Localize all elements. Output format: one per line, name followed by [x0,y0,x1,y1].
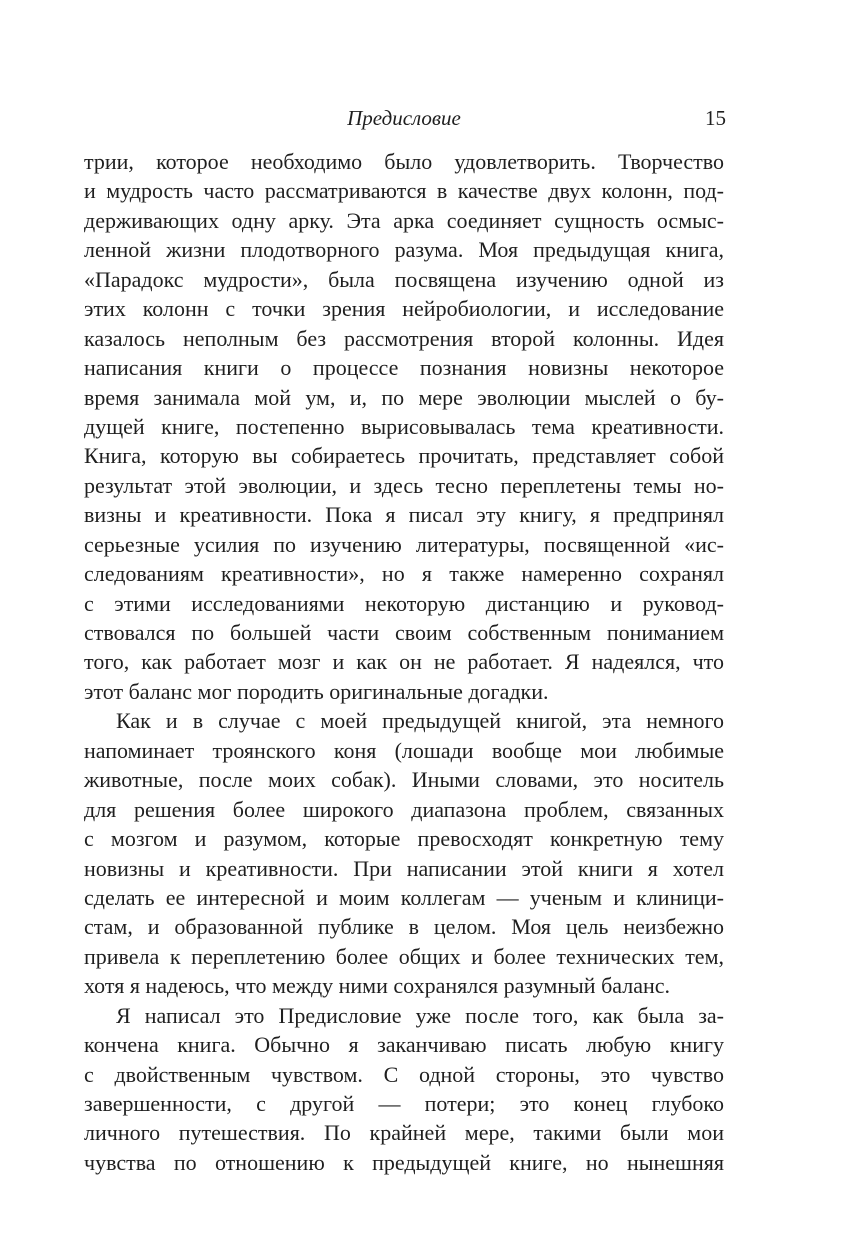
text-line: ленной жизни плодотворного разума. Моя предыдущая книга, [84,237,724,263]
text-line: с двойственным чувством. С одной стороны, это чувство [84,1061,724,1087]
running-title: Предисловие [347,106,461,130]
text-line: завершенности, с другой — потери; это конец глубоко [84,1091,724,1116]
text-line: сделать ее интересной и моим коллегам — ученым и клиници- [84,884,724,910]
text-line: ствовался по большей части своим собственным пониманием [84,620,724,645]
text-line: Я написал это Предисловие уже после того, как была за- [116,1002,724,1028]
text-line: стам, и образованной публике в целом. Моя цель неизбежно [84,914,724,940]
text-line: следованиям креативности», но я также намеренно сохранял [84,561,724,587]
text-line: того, как работает мозг и как он не работает. Я надеялся, что [84,649,724,675]
page-number: 15 [705,106,726,130]
text-line: личного путешествия. По крайней мере, такими были мои [84,1120,724,1146]
text-line: время занимала мой ум, и, по мере эволюции мыслей о бу- [84,384,724,410]
text-line: хотя я надеюсь, что между ними сохранялся разумный баланс. [84,973,670,999]
text-line: серьезные усилия по изучению литературы, посвященной «ис- [84,531,724,557]
text-line: для решения более широкого диапазона проблем, связанных [84,796,724,822]
body-text [84,147,724,1177]
text-line: казалось неполным без рассмотрения второй колонны. Идея [84,325,724,351]
text-line: с мозгом и разумом, которые превосходят конкретную тему [84,826,724,852]
text-line: Книга, которую вы собираетесь прочитать, представляет собой [84,443,724,469]
text-line: этот баланс мог породить оригинальные догадки. [84,678,549,704]
text-line: напоминает троянского коня (лошади вообще мои любимые [84,737,724,763]
text-line: держивающих одну арку. Эта арка соединяет сущность осмыс- [84,207,724,233]
text-line: «Парадокс мудрости», была посвящена изучению одной из [84,266,724,292]
text-line: животные, после моих собак). Иными словами, это носитель [84,767,724,793]
text-line: с этими исследованиями некоторую дистанцию и руковод- [84,590,724,616]
text-line: трии, которое необходимо было удовлетворить. Творчество [84,149,724,174]
text-line: визны и креативности. Пока я писал эту книгу, я предпринял [84,502,724,528]
text-line: результат этой эволюции, и здесь тесно переплетены темы но- [84,472,724,498]
text-line: и мудрость часто рассматриваются в качестве двух колонн, под- [84,178,724,204]
text-line: Как и в случае с моей предыдущей книгой, эта немного [116,708,724,734]
text-line: привела к переплетению более общих и более технических тем, [84,943,724,969]
text-line: чувства по отношению к предыдущей книге, но нынешняя [84,1149,724,1175]
text-line: написания книги о процессе познания новизны некоторое [84,355,724,381]
text-line: новизны и креативности. При написании этой книги я хотел [84,855,724,881]
text-line: дущей книге, постепенно вырисовывалась тема креативности. [84,413,724,439]
text-line: кончена книга. Обычно я заканчиваю писать любую книгу [84,1032,724,1058]
text-line: этих колонн с точки зрения нейробиологии, и исследование [84,296,724,322]
